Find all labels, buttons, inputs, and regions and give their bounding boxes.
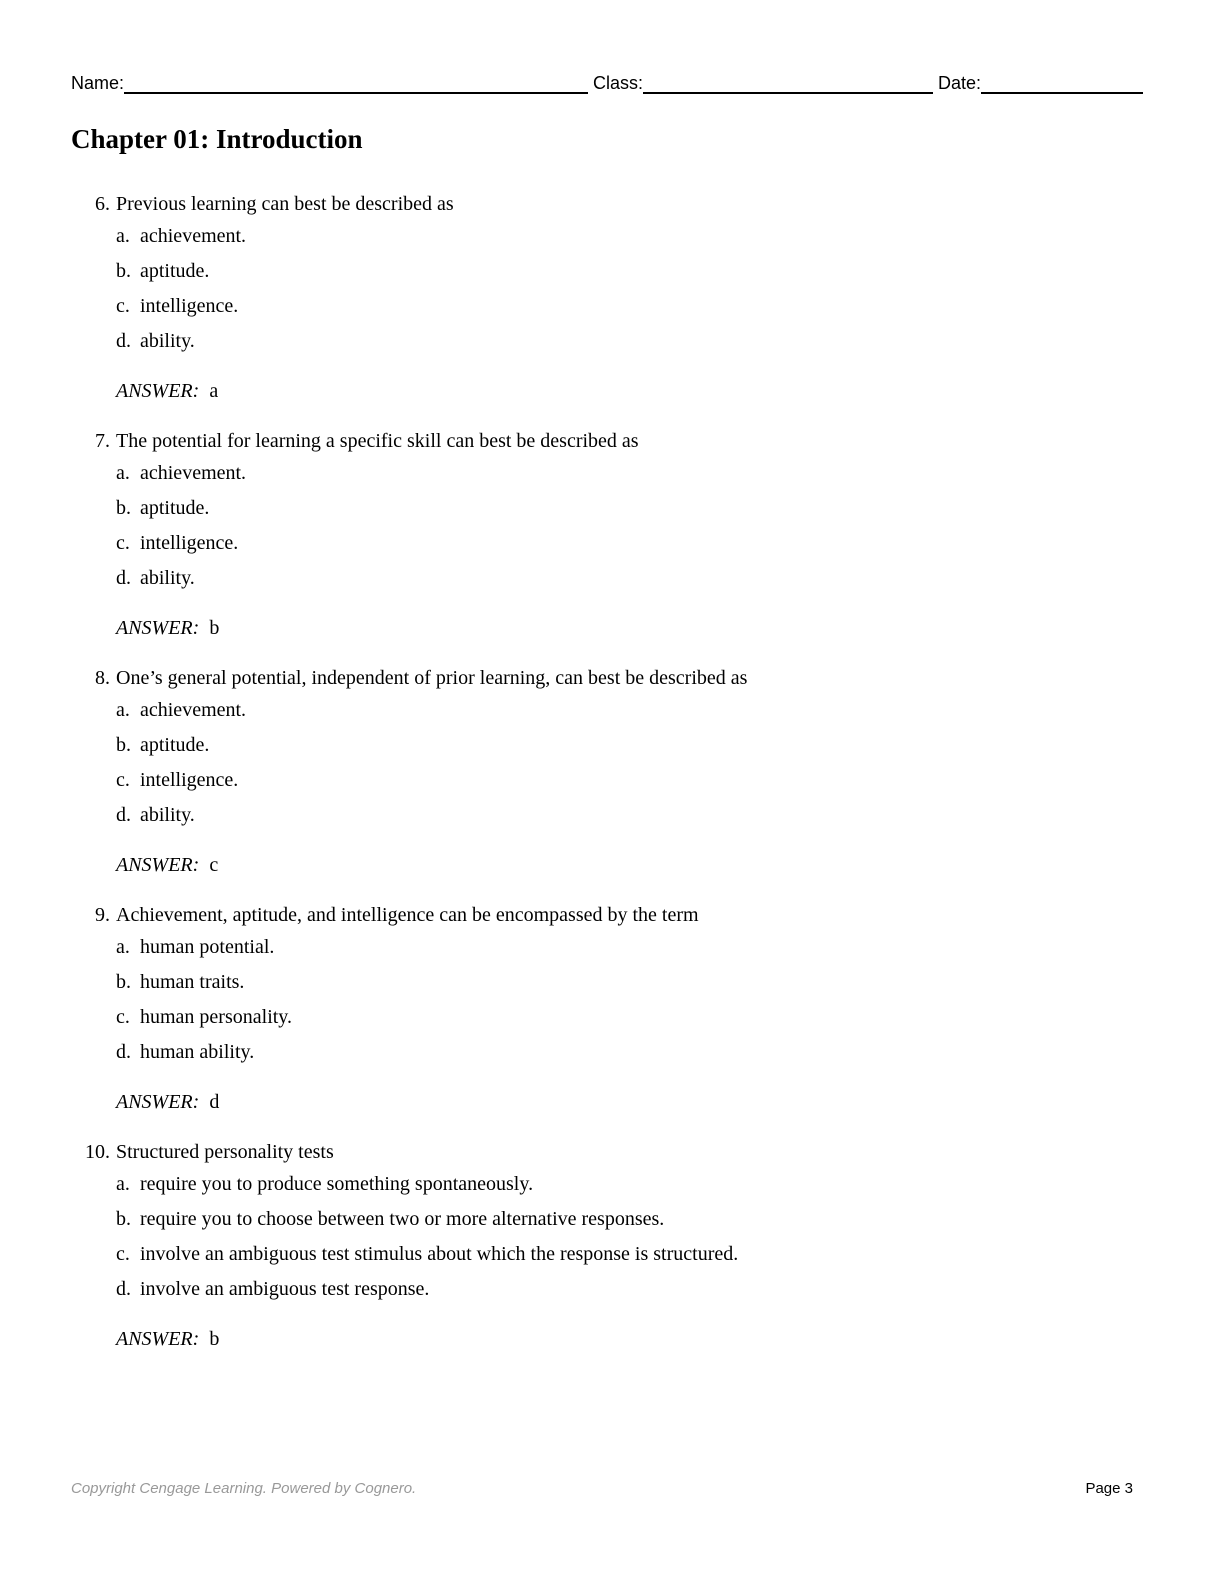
answer-line — [116, 1326, 219, 1352]
answer-option — [116, 697, 246, 723]
question-item — [0, 665, 1224, 902]
answer-line — [116, 852, 218, 878]
option-text: require you to produce something spontaneously. — [140, 1173, 534, 1195]
answer-value: c — [209, 854, 219, 876]
answer-value: b — [209, 617, 220, 639]
answer-line — [116, 615, 219, 641]
question-stem: Previous learning can best be described as — [116, 193, 454, 215]
question-number: 9. — [95, 904, 110, 926]
option-text: aptitude. — [140, 734, 210, 756]
question-number: 10. — [85, 1141, 110, 1163]
answer-option — [116, 1241, 738, 1267]
name-field — [71, 72, 588, 94]
answer-option — [116, 1206, 664, 1232]
answer-line — [116, 1089, 219, 1115]
page-footer — [71, 1480, 1133, 1502]
option-text: intelligence. — [140, 295, 239, 317]
name-blank-line — [124, 72, 588, 94]
option-letter: c. — [116, 769, 130, 791]
question-stem: Achievement, aptitude, and intelligence can be encompassed by the term — [116, 904, 699, 926]
answer-option — [116, 934, 274, 960]
answer-option — [116, 969, 244, 995]
answer-option — [116, 460, 246, 486]
name-label: Name: — [71, 73, 125, 93]
class-label: Class: — [593, 73, 644, 93]
answer-label: ANSWER: — [116, 854, 200, 876]
answer-label: ANSWER: — [116, 380, 200, 402]
question-item — [0, 1139, 1224, 1376]
option-letter: d. — [116, 567, 131, 589]
answer-option — [116, 565, 195, 591]
question-stem: The potential for learning a specific skill can best be described as — [116, 430, 639, 452]
option-letter: a. — [116, 462, 130, 484]
option-letter: a. — [116, 1173, 130, 1195]
answer-label: ANSWER: — [116, 1328, 200, 1350]
option-letter: d. — [116, 1041, 131, 1063]
chapter-title: Chapter 01: Introduction — [71, 124, 363, 154]
answer-option — [116, 1276, 429, 1302]
option-text: human traits. — [140, 971, 245, 993]
option-text: aptitude. — [140, 260, 210, 282]
option-text: ability. — [140, 567, 195, 589]
option-letter: b. — [116, 260, 131, 282]
answer-option — [116, 328, 195, 354]
option-text: ability. — [140, 804, 195, 826]
option-letter: c. — [116, 1243, 130, 1265]
page-number: Page 3 — [1085, 1480, 1133, 1497]
question-number: 8. — [95, 667, 110, 689]
question-item — [0, 428, 1224, 665]
option-letter: b. — [116, 734, 131, 756]
answer-option — [116, 802, 195, 828]
question-item — [0, 191, 1224, 428]
option-letter: b. — [116, 1208, 131, 1230]
date-blank-line — [981, 72, 1143, 94]
answer-option — [116, 530, 238, 556]
option-letter: d. — [116, 1278, 131, 1300]
answer-value: a — [209, 380, 219, 402]
option-text: involve an ambiguous test stimulus about which the response is structured. — [140, 1243, 739, 1265]
option-text: require you to choose between two or more alternative responses. — [140, 1208, 665, 1230]
class-blank-line — [643, 72, 933, 94]
question-stem: Structured personality tests — [116, 1141, 334, 1163]
option-letter: a. — [116, 936, 130, 958]
class-field — [593, 72, 933, 94]
answer-label: ANSWER: — [116, 1091, 200, 1113]
answer-option — [116, 1004, 292, 1030]
answer-line — [116, 378, 218, 404]
answer-value: d — [209, 1091, 220, 1113]
answer-option — [116, 293, 238, 319]
option-text: achievement. — [140, 699, 247, 721]
option-text: human ability. — [140, 1041, 255, 1063]
option-text: human personality. — [140, 1006, 293, 1028]
option-letter: d. — [116, 330, 131, 352]
option-letter: b. — [116, 971, 131, 993]
answer-option — [116, 1039, 254, 1065]
answer-option — [116, 1171, 533, 1197]
answer-option — [116, 732, 209, 758]
option-letter: c. — [116, 532, 130, 554]
date-label: Date: — [938, 73, 982, 93]
question-item — [0, 902, 1224, 1139]
option-text: intelligence. — [140, 769, 239, 791]
question-list — [0, 191, 1224, 1376]
answer-option — [116, 767, 238, 793]
option-text: intelligence. — [140, 532, 239, 554]
question-number: 6. — [95, 193, 110, 215]
answer-label: ANSWER: — [116, 617, 200, 639]
option-text: achievement. — [140, 225, 247, 247]
option-letter: d. — [116, 804, 131, 826]
option-text: aptitude. — [140, 497, 210, 519]
question-number: 7. — [95, 430, 110, 452]
option-letter: c. — [116, 295, 130, 317]
answer-option — [116, 495, 209, 521]
option-letter: b. — [116, 497, 131, 519]
copyright-notice: Copyright Cengage Learning. Powered by Cognero. — [71, 1480, 417, 1497]
option-text: ability. — [140, 330, 195, 352]
date-field — [938, 72, 1143, 94]
option-letter: a. — [116, 699, 130, 721]
answer-option — [116, 258, 209, 284]
student-info-header — [71, 72, 1147, 98]
option-letter: a. — [116, 225, 130, 247]
option-text: human potential. — [140, 936, 275, 958]
option-text: involve an ambiguous test response. — [140, 1278, 430, 1300]
option-text: achievement. — [140, 462, 247, 484]
answer-option — [116, 223, 246, 249]
question-stem: One’s general potential, independent of prior learning, can best be described as — [116, 667, 748, 689]
option-letter: c. — [116, 1006, 130, 1028]
answer-value: b — [209, 1328, 220, 1350]
